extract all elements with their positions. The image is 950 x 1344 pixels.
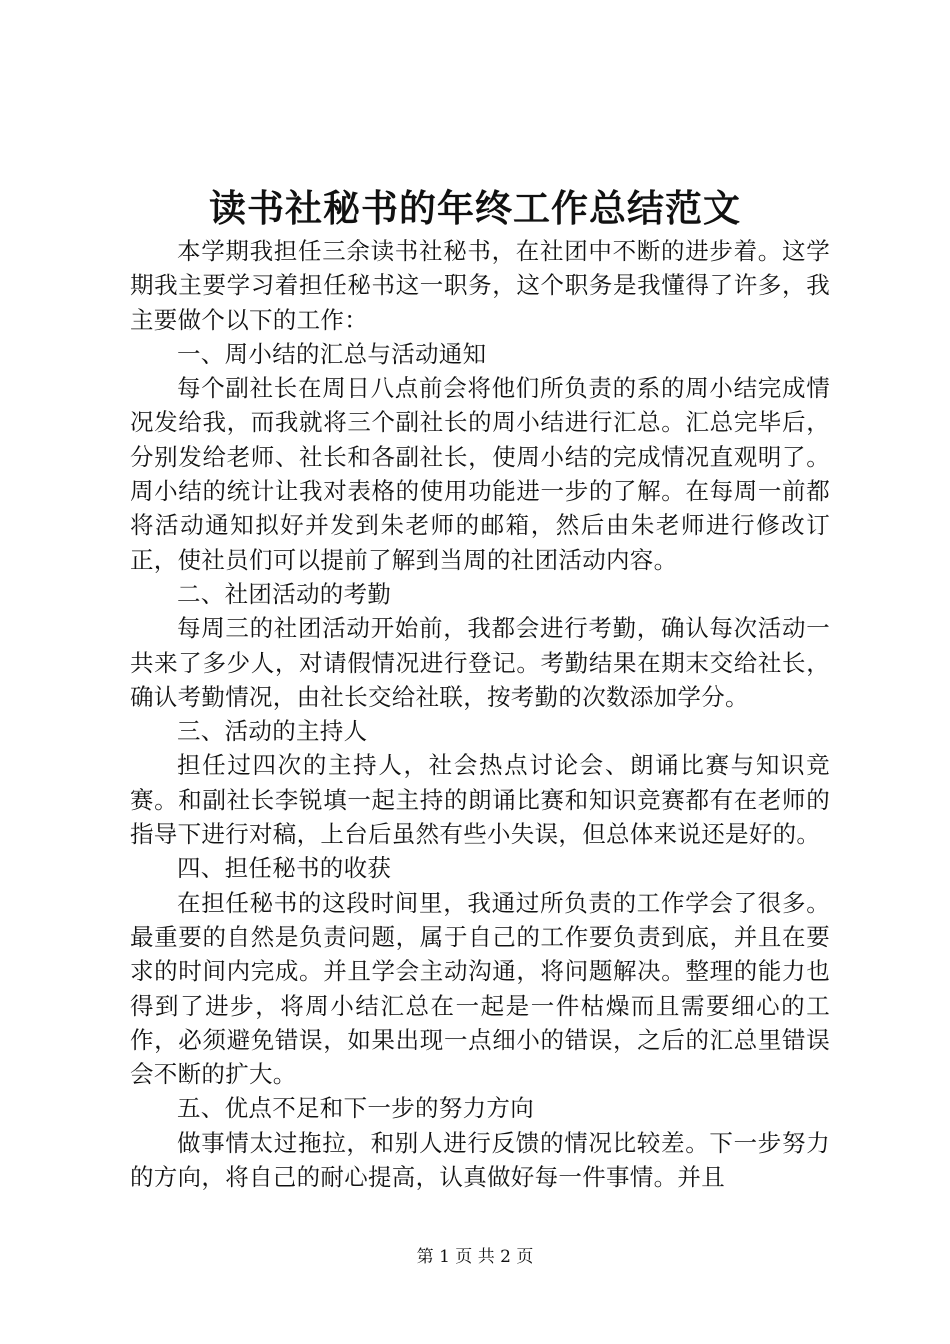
section-heading-5: 五、优点不足和下一步的努力方向 (177, 1094, 534, 1123)
section-heading-4: 四、担任秘书的收获 (177, 854, 392, 883)
document-title: 读书社秘书的年终工作总结范文 (209, 186, 741, 230)
page-footer (0, 1245, 950, 1269)
body-paragraph-4: 在担任秘书的这段时间里，我通过所负责的工作学会了很多。最重要的自然是负责问题，属于自己的工作要负责到底，并且在要求的时间内完成。并且学会主动沟通，将问题解决。整理的能力也得到了进步，将周小结汇总在一起是一件枯燥而且需要细心的工作，必须避免错误，如果出现一点细小的错误，之后的汇总里错误会不断的扩大。 (130, 888, 830, 1089)
section-heading-2: 二、社团活动的考勤 (177, 579, 392, 608)
body-paragraph-5: 做事情太过拖拉，和别人进行反馈的情况比较差。下一步努力的方向，将自己的耐心提高，认真做好每一件事情。并且 (130, 1128, 830, 1192)
section-heading-1: 一、周小结的汇总与活动通知 (177, 339, 487, 368)
body-paragraph-3: 担任过四次的主持人，社会热点讨论会、朗诵比赛与知识竞赛。和副社长李锐填一起主持的朗诵比赛和知识竞赛都有在老师的指导下进行对稿，上台后虽然有些小失误，但总体来说还是好的。 (130, 751, 830, 849)
page-number-label: 第 1 页 共 2 页 (416, 1247, 534, 1267)
body-paragraph-1: 每个副社长在周日八点前会将他们所负责的系的周小结完成情况发给我，而我就将三个副社长的周小结进行汇总。汇总完毕后，分别发给老师、社长和各副社长，使周小结的完成情况直观明了。周小结的统计让我对表格的使用功能进一步的了解。在每周一前都将活动通知拟好并发到朱老师的邮箱，然后由朱老师进行修改订正，使社员们可以提前了解到当周的社团活动内容。 (130, 374, 830, 574)
document-body (130, 234, 830, 1194)
section-heading-3: 三、活动的主持人 (177, 717, 368, 746)
body-paragraph-intro: 本学期我担任三余读书社秘书，在社团中不断的进步着。这学期我主要学习着担任秘书这一职务，这个职务是我懂得了许多，我主要做个以下的工作： (130, 237, 830, 334)
body-paragraph-2: 每周三的社团活动开始前，我都会进行考勤，确认每次活动一共来了多少人，对请假情况进行登记。考勤结果在期末交给社长，确认考勤情况，由社长交给社联，按考勤的次数添加学分。 (130, 614, 830, 711)
